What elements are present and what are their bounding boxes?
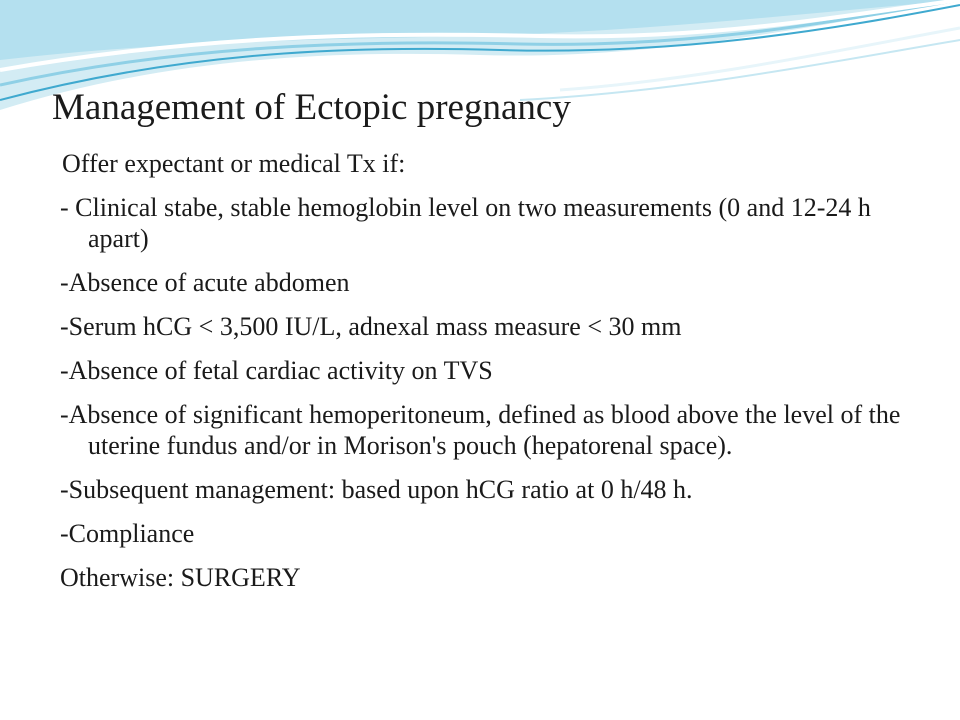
criterion-line: -Absence of significant hemoperitoneum, defined as blood above the level of the uterine fundus and/or in Morison's pouch (hepatorenal space). bbox=[60, 400, 901, 460]
criterion-line: -Serum hCG < 3,500 IU/L, adnexal mass measure < 30 mm bbox=[60, 312, 682, 341]
criterion-line: -Compliance bbox=[60, 519, 195, 548]
intro-line: Offer expectant or medical Tx if: bbox=[62, 149, 406, 178]
slide-title: Management of Ectopic pregnancy bbox=[52, 87, 571, 128]
criterion-line: -Absence of acute abdomen bbox=[60, 268, 350, 297]
outro-line: Otherwise: SURGERY bbox=[60, 563, 301, 592]
slide-body bbox=[60, 148, 920, 606]
criterion-line: - Clinical stabe, stable hemoglobin level on two measurements (0 and 12-24 h apart) bbox=[60, 193, 871, 253]
criterion-line: -Absence of fetal cardiac activity on TVS bbox=[60, 356, 493, 385]
criterion-line: -Subsequent management: based upon hCG ratio at 0 h/48 h. bbox=[60, 475, 693, 504]
